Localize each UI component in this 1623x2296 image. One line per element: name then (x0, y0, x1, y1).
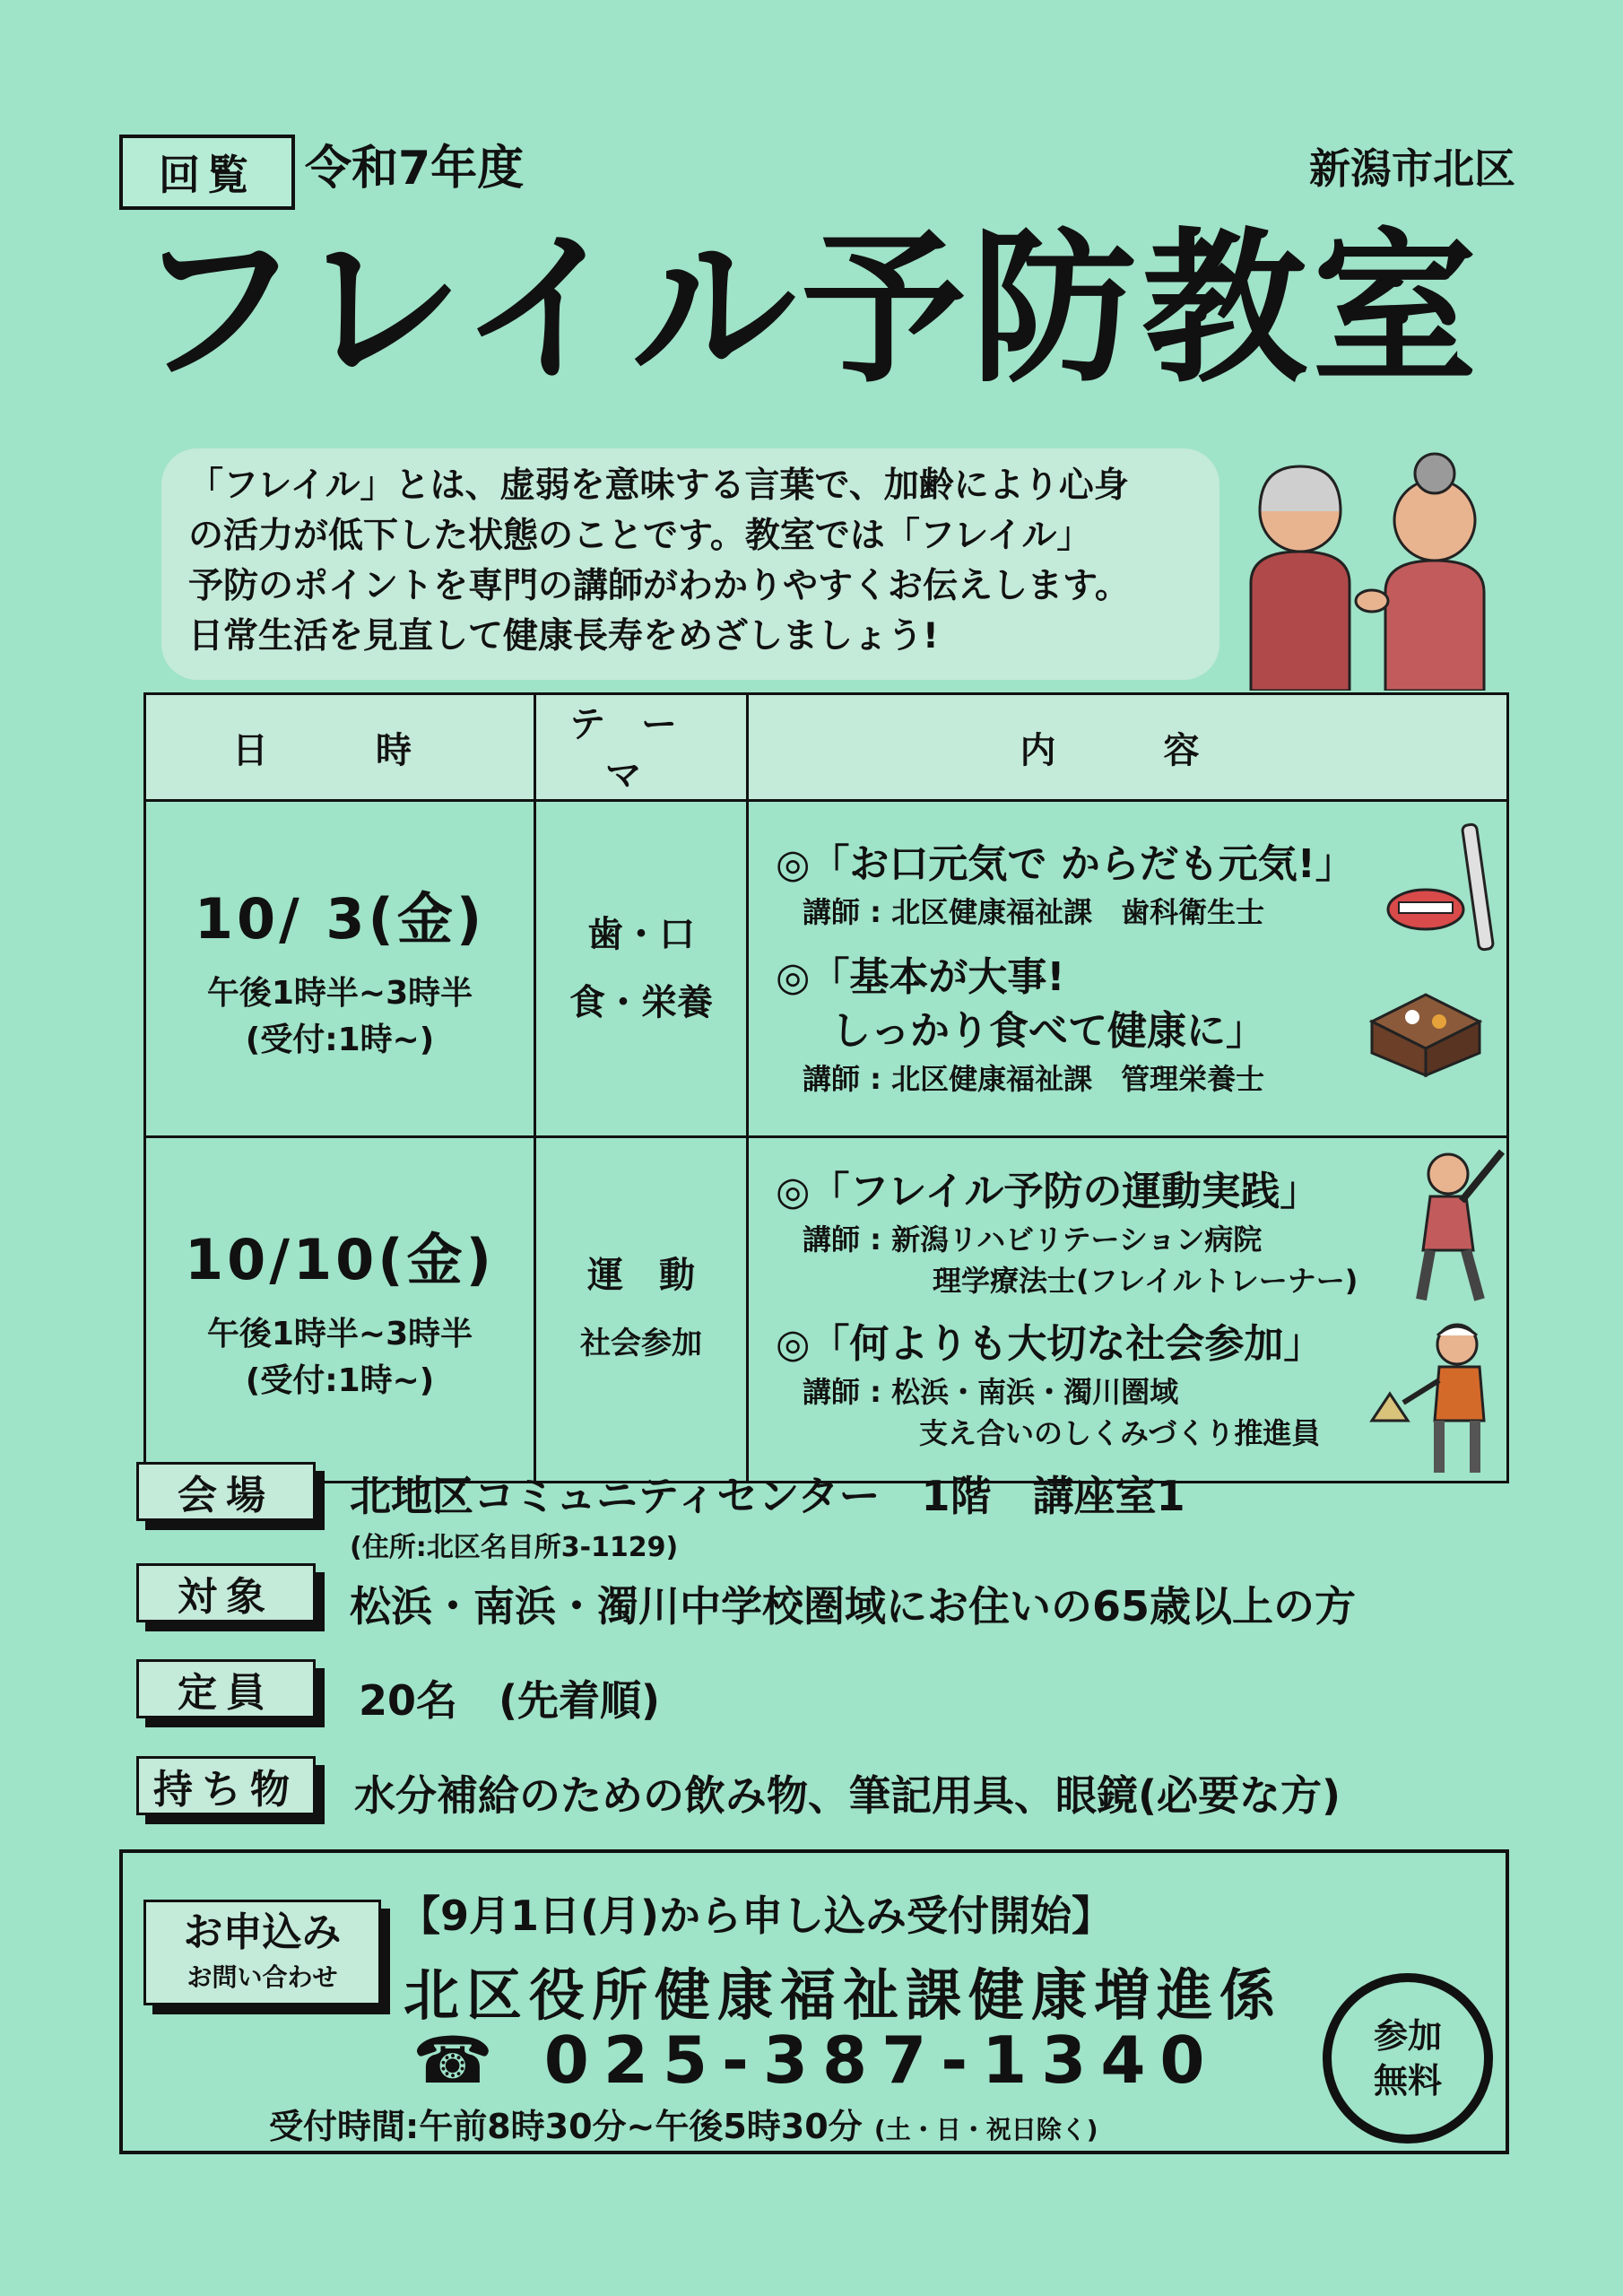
session-time: 午後1時半~3時半 (206, 1315, 473, 1352)
contact-label (143, 1900, 381, 2005)
phone-icon: ☎ (412, 2022, 508, 2098)
target-label: 対象 (136, 1563, 316, 1622)
contact-label-inquiry: お問い合わせ (187, 1962, 338, 1992)
lecturer: 講師 : 北区健康福祉課 歯科衛生士 (803, 895, 1265, 929)
target-value: 松浜・南浜・濁川中学校圏域にお住いの65歳以上の方 (350, 1582, 1357, 1631)
lecture-title-cont: しっかり食べて健康に」 (831, 1008, 1265, 1054)
session-content-cell (748, 801, 1508, 1137)
header-datetime: 日 時 (145, 694, 535, 801)
lecturer-cont: 支え合いのしくみづくり推進員 (919, 1416, 1321, 1450)
session-theme: 歯・口 (587, 914, 695, 955)
lecturer-cont: 理学療法士(フレイルトレーナー) (933, 1264, 1358, 1298)
department-name: 北区役所健康福祉課健康増進係 (404, 1962, 1283, 2028)
city-ward: 新潟市北区 (1309, 144, 1515, 193)
session-reception: (受付:1時~) (245, 1021, 435, 1058)
page-title: フレイル予防教室 (135, 213, 1483, 405)
bento-box-icon (1367, 981, 1484, 1080)
contact-label-apply: お申込み (183, 1909, 342, 1955)
intro-box (161, 448, 1219, 680)
session-reception: (受付:1時~) (245, 1361, 435, 1399)
free-badge-line: 参加 (1373, 2016, 1442, 2056)
free-admission-badge (1323, 1973, 1493, 2144)
header-theme: テーマ (535, 694, 748, 801)
session-theme: 食・栄養 (569, 982, 713, 1023)
capacity-value: 20名 (先着順) (359, 1676, 661, 1725)
session-date-cell (145, 801, 535, 1137)
session-date: 10/ 3(金) (194, 885, 486, 952)
bring-label: 持ち物 (136, 1756, 316, 1815)
session-theme-cell (535, 801, 748, 1137)
reception-hours (269, 2099, 1098, 2148)
free-badge-line: 無料 (1373, 2061, 1442, 2100)
session-time: 午後1時半~3時半 (206, 974, 473, 1012)
lecturer: 講師 : 松浜・南浜・濁川圏域 (803, 1375, 1179, 1409)
venue-address: (住所:北区名目所3-1129) (350, 1532, 679, 1563)
header-content: 内 容 (748, 694, 1508, 801)
intro-line: 「フレイル」とは、虚弱を意味する言葉で、加齢により心身 (188, 465, 1129, 506)
application-start: 【9月1日(月)から申し込み受付開始】 (399, 1892, 1114, 1940)
session-theme: 社会参加 (580, 1326, 702, 1361)
session-date: 10/10(金) (185, 1226, 495, 1292)
venue-value: 北地区コミュニティセンター 1階 講座室1 (350, 1472, 1185, 1520)
bring-value: 水分補給のための飲み物、筆記用具、眼鏡(必要な方) (354, 1771, 1341, 1820)
phone-number[interactable]: 025-387-1340 (543, 2022, 1219, 2098)
capacity-label: 定員 (136, 1659, 316, 1718)
intro-line: 日常生活を見直して健康長寿をめざしましょう! (188, 616, 939, 657)
intro-line: 予防のポイントを専門の講師がわかりやすくお伝えします。 (188, 566, 1130, 606)
reception-hours-note: (土・日・祝日除く) (873, 2115, 1098, 2144)
venue-label: 会場 (136, 1462, 316, 1521)
mouth-toothbrush-icon (1385, 820, 1511, 954)
reception-hours-text: 受付時間:午前8時30分~午後5時30分 (269, 2107, 863, 2146)
volunteer-man-icon (1367, 1313, 1502, 1474)
session-theme-cell (535, 1137, 748, 1483)
fiscal-year: 令和7年度 (305, 142, 525, 196)
intro-line: の活力が低下した状態のことです。教室では「フレイル」 (188, 516, 1092, 556)
lecture-title: ◎「フレイル予防の運動実践」 (776, 1169, 1320, 1214)
lecturer: 講師 : 北区健康福祉課 管理栄養士 (803, 1062, 1265, 1096)
phone-number-row[interactable] (412, 2022, 1219, 2098)
table-row (145, 1137, 1508, 1483)
lecture-title: ◎「何よりも大切な社会参加」 (776, 1321, 1324, 1367)
session-theme: 運 動 (587, 1255, 695, 1296)
table-row (145, 801, 1508, 1137)
session-date-cell (145, 1137, 535, 1483)
lecturer: 講師 : 新潟リハビリテーション病院 (803, 1222, 1263, 1257)
elderly-couple-illustration (1233, 448, 1515, 691)
circulation-badge: 回覧 (119, 135, 295, 210)
session-content-cell (748, 1137, 1508, 1483)
lecture-title: ◎「基本が大事! (776, 954, 1065, 1000)
schedule-table (143, 692, 1509, 1483)
lecture-title: ◎「お口元気で からだも元気!」 (776, 841, 1355, 887)
exercising-woman-icon (1403, 1143, 1511, 1304)
